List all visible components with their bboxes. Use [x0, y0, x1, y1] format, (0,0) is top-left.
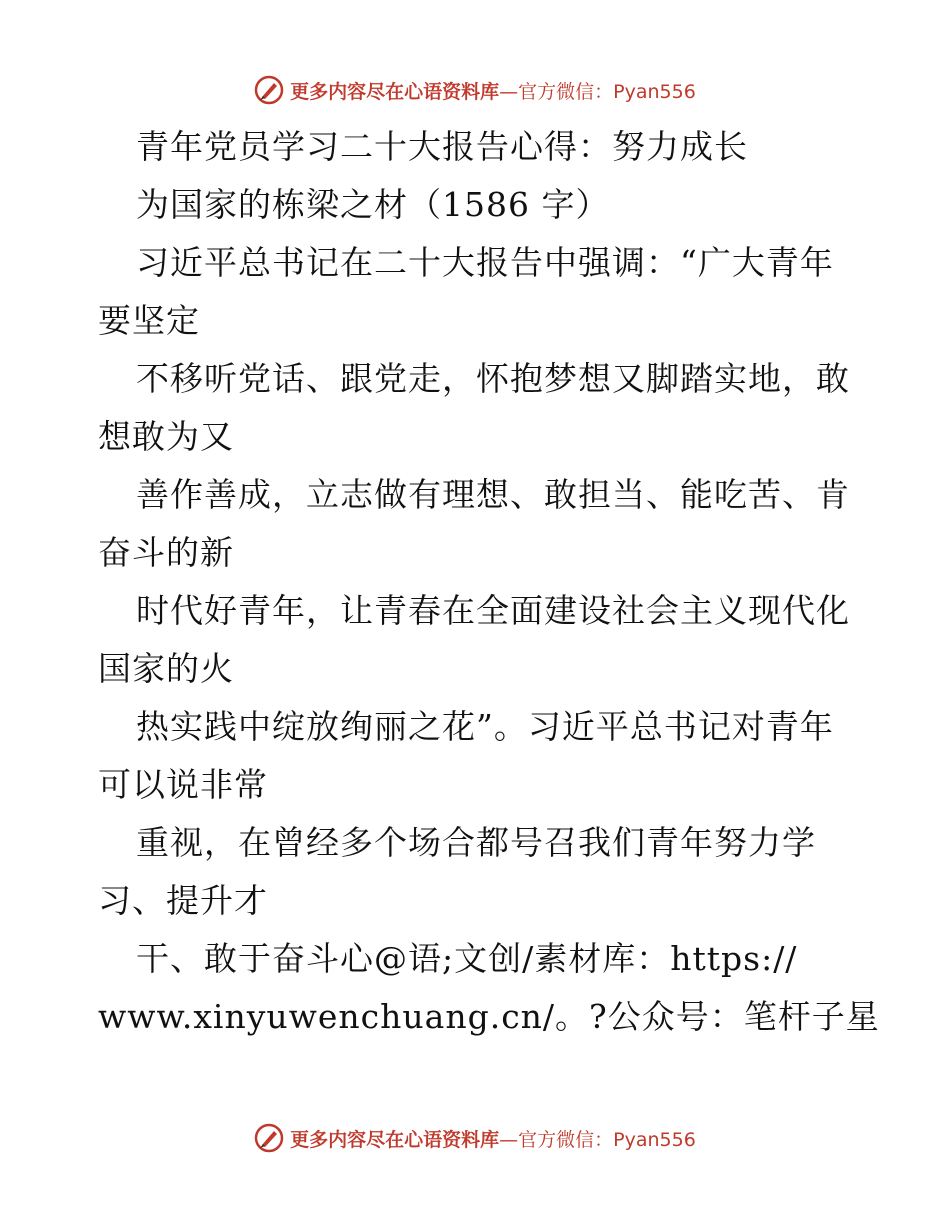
header-banner-separator: —	[499, 80, 519, 103]
paragraph-line: 习近平总书记在二十大报告中强调：“广大青年	[136, 243, 834, 282]
paragraph-line: 不移听党话、跟党走，怀抱梦想又脚踏实地，敢	[136, 359, 850, 398]
footer-banner-text	[290, 1125, 696, 1152]
paragraph-line: www.xinyuwenchuang.cn/。?公众号：笔杆子星	[98, 997, 880, 1036]
header-banner-title: 更多内容尽在心语资料库	[290, 80, 500, 103]
paragraph-line: 国家的火	[98, 649, 234, 688]
document-title-line-2: 为国家的栋梁之材（1586 字）	[136, 185, 610, 224]
document-body	[98, 118, 880, 1046]
quill-pen-logo-icon	[254, 75, 284, 105]
paragraph-line: 可以说非常	[98, 765, 268, 804]
header-banner-account: 官方微信：Pyan556	[518, 80, 696, 103]
paragraph-line: 习、提升才	[98, 881, 268, 920]
paragraph-line: 善作善成，立志做有理想、敢担当、能吃苦、肯	[136, 475, 850, 514]
paragraph-line: 奋斗的新	[98, 533, 234, 572]
header-banner	[0, 70, 950, 110]
paragraph-line: 重视，在曾经多个场合都号召我们青年努力学	[136, 823, 816, 862]
header-banner-text	[290, 77, 696, 104]
footer-banner-account: 官方微信：Pyan556	[518, 1128, 696, 1151]
paragraph-line: 热实践中绽放绚丽之花”。习近平总书记对青年	[136, 707, 834, 746]
footer-banner-separator: —	[499, 1128, 519, 1151]
paragraph-line: 时代好青年，让青春在全面建设社会主义现代化	[136, 591, 850, 630]
footer-banner	[0, 1118, 950, 1158]
quill-pen-logo-icon	[254, 1123, 284, 1153]
footer-banner-title: 更多内容尽在心语资料库	[290, 1128, 500, 1151]
paragraph-line: 干、敢于奋斗心@语;文创/素材库：https://	[136, 939, 798, 978]
paragraph-line: 想敢为又	[98, 417, 234, 456]
paragraph-line: 要坚定	[98, 301, 200, 340]
document-title-line-1: 青年党员学习二十大报告心得：努力成长	[136, 127, 748, 166]
